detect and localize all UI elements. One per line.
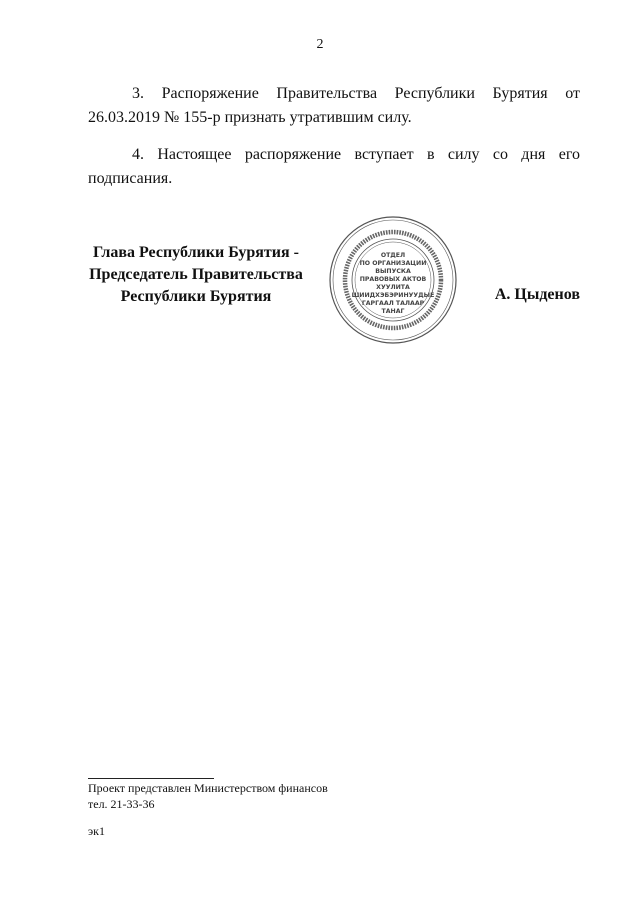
seal-line-8: ТАНАГ [381,308,405,315]
paragraph-4: 4. Настоящее распоряжение вступает в силу со дня его подписания. [88,146,580,187]
seal-line-5: ХУУЛИТА [376,284,410,291]
footnote-copy-mark: эк1 [88,824,105,838]
seal-line-3: ВЫПУСКА [375,268,411,275]
seal-line-7: ГАРГААЛ ТАЛААР [361,300,425,307]
seal-line-2: ПО ОРГАНИЗАЦИИ [359,260,427,267]
official-seal-stamp [327,214,459,346]
footnote-project-submitted: Проект представлен Министерством финансов [88,781,328,795]
footnote-phone: тел. 21-33-36 [88,797,155,811]
paragraph-3: 3. Распоряжение Правительства Республики Бурятия от 26.03.2019 № 155-р признать утратившим силу. [88,85,580,126]
signer-title-line-3: Республики Бурятия [120,288,272,305]
footnote-divider [88,778,214,779]
seal-line-4: ПРАВОВЫХ АКТОВ [359,276,427,283]
seal-line-1: ОТДЕЛ [380,252,406,259]
signer-title [80,242,312,308]
page-number: 2 [316,37,324,52]
seal-line-6: ШИИДХЭБЭРИНУУДЫЕ [351,292,435,299]
signer-title-line-2: Председатель Правительства [89,266,303,283]
signer-title-line-1: Глава Республики Бурятия - [93,244,299,261]
signer-name: А. Цыденов [494,286,580,303]
